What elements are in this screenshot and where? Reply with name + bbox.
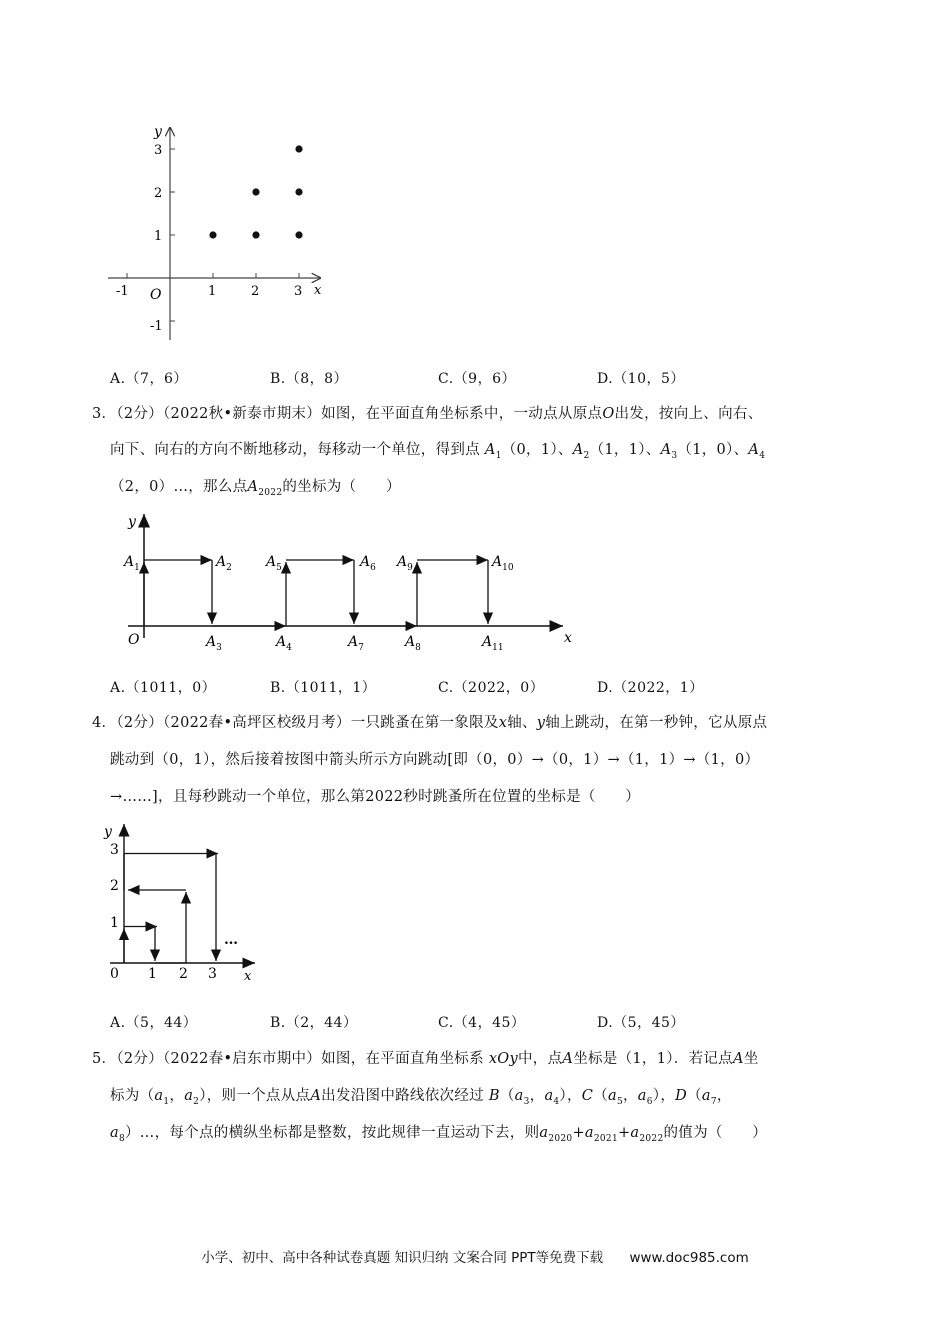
point-a: A	[748, 442, 760, 458]
x-tick-label: 0	[110, 966, 119, 982]
var-a: a	[539, 1125, 549, 1141]
x-axis-label: x	[314, 283, 322, 298]
point-label: $A_{11}$	[482, 634, 504, 653]
y-tick-label: 1	[110, 915, 119, 931]
option-c[interactable]: C.（4，45）	[438, 1015, 526, 1031]
origin-label: O	[150, 287, 162, 303]
option-c[interactable]: C.（9，6）	[438, 371, 516, 387]
q3-line-3	[110, 475, 401, 498]
point-label: $A_1$	[124, 554, 140, 573]
page-footer	[0, 1246, 950, 1266]
var-a: a	[701, 1088, 711, 1104]
point-c: C	[581, 1088, 594, 1104]
x-tick-label: 3	[208, 966, 217, 982]
var-a: a	[584, 1125, 594, 1141]
q5-text: 5．（2分）（2022春•启东市期中）如图，在平面直角坐标系	[92, 1051, 484, 1067]
subscript: 2020	[548, 1133, 573, 1144]
var-a: a	[544, 1088, 554, 1104]
x-axis-label: x	[564, 630, 572, 646]
var-xoy: xOy	[488, 1051, 518, 1067]
option-d[interactable]: D.（2022，1）	[597, 680, 704, 696]
q5-text: 的值为（ ）	[663, 1125, 768, 1141]
point-label: $A_9$	[397, 554, 413, 573]
option-d[interactable]: D.（5，45）	[597, 1015, 685, 1031]
subscript: 2022	[639, 1133, 664, 1144]
y-tick-label: 2	[110, 878, 119, 894]
point-a: A	[572, 442, 584, 458]
y-tick-label: -1	[150, 319, 163, 334]
y-axis-label: y	[128, 514, 136, 530]
var-a: a	[630, 1125, 640, 1141]
figure-2-path	[118, 508, 588, 656]
y-tick-label: 2	[154, 186, 163, 201]
option-b[interactable]: B.（2，44）	[270, 1015, 358, 1031]
data-point	[295, 188, 302, 195]
x-tick-label: 1	[208, 284, 217, 299]
coord: （1，0）、	[677, 442, 749, 458]
q5-text: ）…，每个点的横纵坐标都是整数，按此规律一直运动下去，则	[124, 1125, 540, 1141]
subscript: 5	[616, 1096, 623, 1107]
data-point	[295, 145, 302, 152]
option-c[interactable]: C.（2022，0）	[438, 680, 545, 696]
ellipsis: …	[224, 932, 238, 948]
q3-text: 3．（2分）（2022秋•新泰市期末）如图，在平面直角坐标系中，一动点从原点	[92, 406, 603, 422]
data-point	[252, 231, 259, 238]
data-point	[295, 231, 302, 238]
q3-text: （2，0）…，那么点	[110, 479, 248, 495]
data-point	[252, 188, 259, 195]
option-a[interactable]: A.（1011，0）	[110, 680, 217, 696]
origin-label: O	[128, 632, 140, 648]
subscript: 6	[646, 1096, 653, 1107]
q3-text: 的坐标为（ ）	[282, 479, 401, 495]
var-a: a	[514, 1088, 524, 1104]
point-a: A	[484, 442, 496, 458]
subscript: 8	[118, 1133, 125, 1144]
q3-line-1	[92, 402, 763, 423]
subscript: 4	[553, 1096, 560, 1107]
var-x: x	[498, 715, 508, 731]
q4-text: →……]，且每秒跳动一个单位，那么第2022秒时跳蚤所在位置的坐标是（ ）	[110, 789, 641, 805]
coord: （1，1）、	[589, 442, 661, 458]
y-tick-label: 1	[154, 229, 163, 244]
point-a: A	[660, 442, 672, 458]
y-tick-label: 3	[110, 842, 119, 858]
q4-text: 轴、	[507, 715, 537, 731]
subscript: 3	[671, 450, 678, 461]
var-y: y	[536, 715, 546, 731]
point-b: B	[488, 1088, 500, 1104]
subscript: 2022	[258, 487, 283, 498]
subscript: 2	[193, 1096, 200, 1107]
q5-text: 坐标是（1，1）．若记点	[573, 1051, 733, 1067]
point-label: $A_5$	[266, 554, 282, 573]
footer-text: 小学、初中、高中各种试卷真题 知识归纳 文案合同 PPT等免费下载	[201, 1250, 604, 1266]
option-a[interactable]: A.（5，44）	[110, 1015, 198, 1031]
point-label: $A_8$	[405, 634, 421, 653]
point-label: $A_{10}$	[492, 554, 514, 573]
q4-text: 轴上跳动，在第一秒钟，它从原点	[545, 715, 768, 731]
q5-text: 坐	[743, 1051, 759, 1067]
footer-url[interactable]: www.doc985.com	[629, 1250, 749, 1266]
q3-text: 出发，按向上、向右、	[614, 406, 763, 422]
point-label: $A_4$	[276, 634, 292, 653]
option-b[interactable]: B.（1011，1）	[270, 680, 377, 696]
subscript: 1	[163, 1096, 170, 1107]
option-d[interactable]: D.（10，5）	[597, 371, 685, 387]
q4-line-2	[110, 748, 759, 769]
q4-line-1	[92, 711, 767, 732]
figure-1-scatter	[100, 118, 340, 348]
point-o: O	[602, 406, 615, 422]
var-a: a	[154, 1088, 164, 1104]
x-axis-label: x	[244, 969, 252, 984]
q3-line-2	[110, 438, 765, 461]
subscript: 4	[759, 450, 766, 461]
y-tick-label: 3	[154, 143, 163, 158]
q4-text: 4．（2分）（2022春•高坪区校级月考）一只跳蚤在第一象限及	[92, 715, 499, 731]
q4-line-3	[110, 785, 640, 806]
point-d: D	[675, 1088, 688, 1104]
point-a: A	[247, 479, 259, 495]
point-a: A	[562, 1051, 574, 1067]
q5-line-3: $a_8)\dots$，每个点的横纵坐标都是整数，按此规律一直运动下去，则$a_{2020}+a_{2021}+a_{2022}$的值为（ ）	[110, 1125, 768, 1144]
figure-3-flea	[100, 818, 270, 988]
x-tick-label: 3	[294, 284, 303, 299]
q5-line-1	[92, 1047, 759, 1068]
q5-text: 中，点	[518, 1051, 563, 1067]
option-b[interactable]: B.（8，8）	[270, 371, 349, 387]
subscript: 2	[583, 450, 590, 461]
subscript: 1	[495, 450, 502, 461]
data-point	[209, 231, 216, 238]
q5-text: 标为（	[110, 1088, 155, 1104]
subscript: 2021	[593, 1133, 618, 1144]
point-a: A	[733, 1051, 744, 1067]
x-tick-label: 2	[179, 966, 188, 982]
q3-text: 向下、向右的方向不断地移动，每移动一个单位，得到点	[110, 442, 480, 458]
point-label: $A_7$	[348, 634, 364, 653]
x-tick-label: 2	[251, 284, 260, 299]
var-a: a	[110, 1125, 119, 1141]
y-axis-label: y	[154, 124, 162, 140]
q5-text: ），则一个点从点	[199, 1088, 311, 1104]
var-a: a	[637, 1088, 647, 1104]
coord: （0，1）、	[501, 442, 573, 458]
x-tick-label: -1	[116, 284, 129, 299]
y-axis-label: y	[104, 824, 112, 840]
point-label: $A_6$	[360, 554, 376, 573]
point-label: $A_3$	[206, 634, 222, 653]
var-a: a	[184, 1088, 194, 1104]
subscript: 7	[710, 1096, 717, 1107]
option-a[interactable]: A.（7，6）	[110, 371, 188, 387]
subscript: 3	[523, 1096, 530, 1107]
q4-text: 跳动到（0，1），然后接着按图中箭头所示方向跳动[即（0，0）→（0，1）→（1，1）→（1，0）	[110, 752, 760, 768]
q5-line-2: 标为（$a_1$，$a_2$），则一个点从点A出发沿图中路线依次经过 $B(a_3$，$a_4$），$C(a_5$，$a_6$），$D(a_7$，	[110, 1088, 732, 1107]
point-a: A	[310, 1088, 322, 1104]
q5-text: 出发沿图中路线依次经过	[321, 1088, 484, 1104]
point-label: $A_2$	[216, 554, 232, 573]
var-a: a	[608, 1088, 617, 1104]
x-tick-label: 1	[148, 966, 157, 982]
